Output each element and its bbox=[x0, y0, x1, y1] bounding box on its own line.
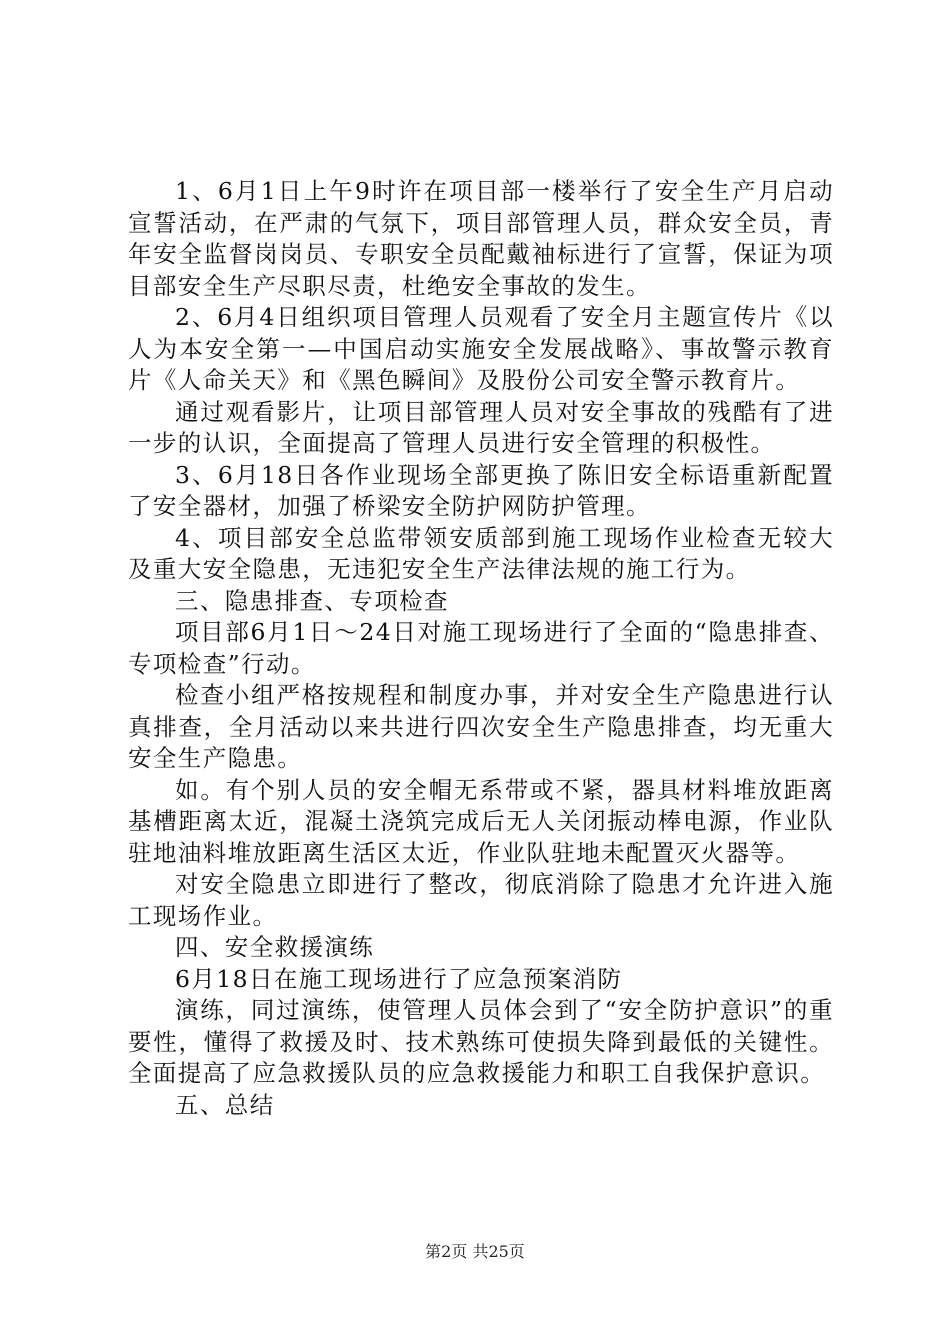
paragraph-hazard-campaign: 项目部6月1日～24日对施工现场进行了全面的“隐患排查、专项检查”行动。 bbox=[128, 618, 834, 678]
paragraph-slogan-replacement: 3、6月18日各作业现场全部更换了陈旧安全标语重新配置了安全器材，加强了桥梁安全防护网防护管理。 bbox=[128, 460, 834, 520]
paragraph-inspection-team: 检查小组严格按规程和制度办事，并对安全生产隐患进行认真排查，全月活动以来共进行四次安全生产隐患排查，均无重大安全生产隐患。 bbox=[128, 681, 834, 772]
paragraph-issues-found: 如。有个别人员的安全帽无系带或不紧，器具材料堆放距离基槽距离太近，混凝土浇筑完成后无人关闭振动棒电源，作业队驻地油料堆放距离生活区太近，作业队驻地未配置灭火器等。 bbox=[128, 775, 834, 867]
section-heading-rescue-drill: 四、安全救援演练 bbox=[175, 933, 375, 961]
section-heading-summary: 五、总结 bbox=[175, 1090, 275, 1119]
paragraph-film-effect: 通过观看影片，让项目部管理人员对安全事故的残酷有了进一步的认识，全面提高了管理人员进行安全管理的积极性。 bbox=[128, 397, 834, 457]
paragraph-rectification: 对安全隐患立即进行了整改，彻底消除了隐患才允许进入施工现场作业。 bbox=[128, 870, 834, 930]
section-heading-hazard-check: 三、隐患排查、专项检查 bbox=[175, 586, 449, 615]
page-number-footer: 第2页 共25页 bbox=[425, 1242, 525, 1261]
paragraph-film-viewing: 2、6月4日组织项目管理人员观看了安全月主题宣传片《以人为本安全第一—中国启动实施安全发展战略》、事故警示教育片《人命关天》和《黑色瞬间》及股份公司安全警示教育片。 bbox=[128, 303, 834, 394]
document-body bbox=[128, 176, 834, 1121]
paragraph-site-inspection: 4、项目部安全总监带领安质部到施工现场作业检查无较大及重大安全隐患，无违犯安全生产法律法规的施工行为。 bbox=[128, 523, 834, 583]
paragraph-drill-outcome: 演练，同过演练，使管理人员体会到了“安全防护意识”的重要性，懂得了救援及时、技术熟练可使损失降到最低的关键性。全面提高了应急救援队员的应急救援能力和职工自我保护意识。 bbox=[128, 996, 834, 1087]
paragraph-drill-date: 6月18日在施工现场进行了应急预案消防 bbox=[175, 964, 623, 993]
paragraph-opening-ceremony: 1、6月1日上午9时许在项目部一楼举行了安全生产月启动宣誓活动，在严肃的气氛下，项目部管理人员，群众安全员，青年安全监督岗岗员、专职安全员配戴袖标进行了宣誓，保证为项目部安全生产尽职尽责，杜绝安全事故的发生。 bbox=[128, 177, 834, 300]
